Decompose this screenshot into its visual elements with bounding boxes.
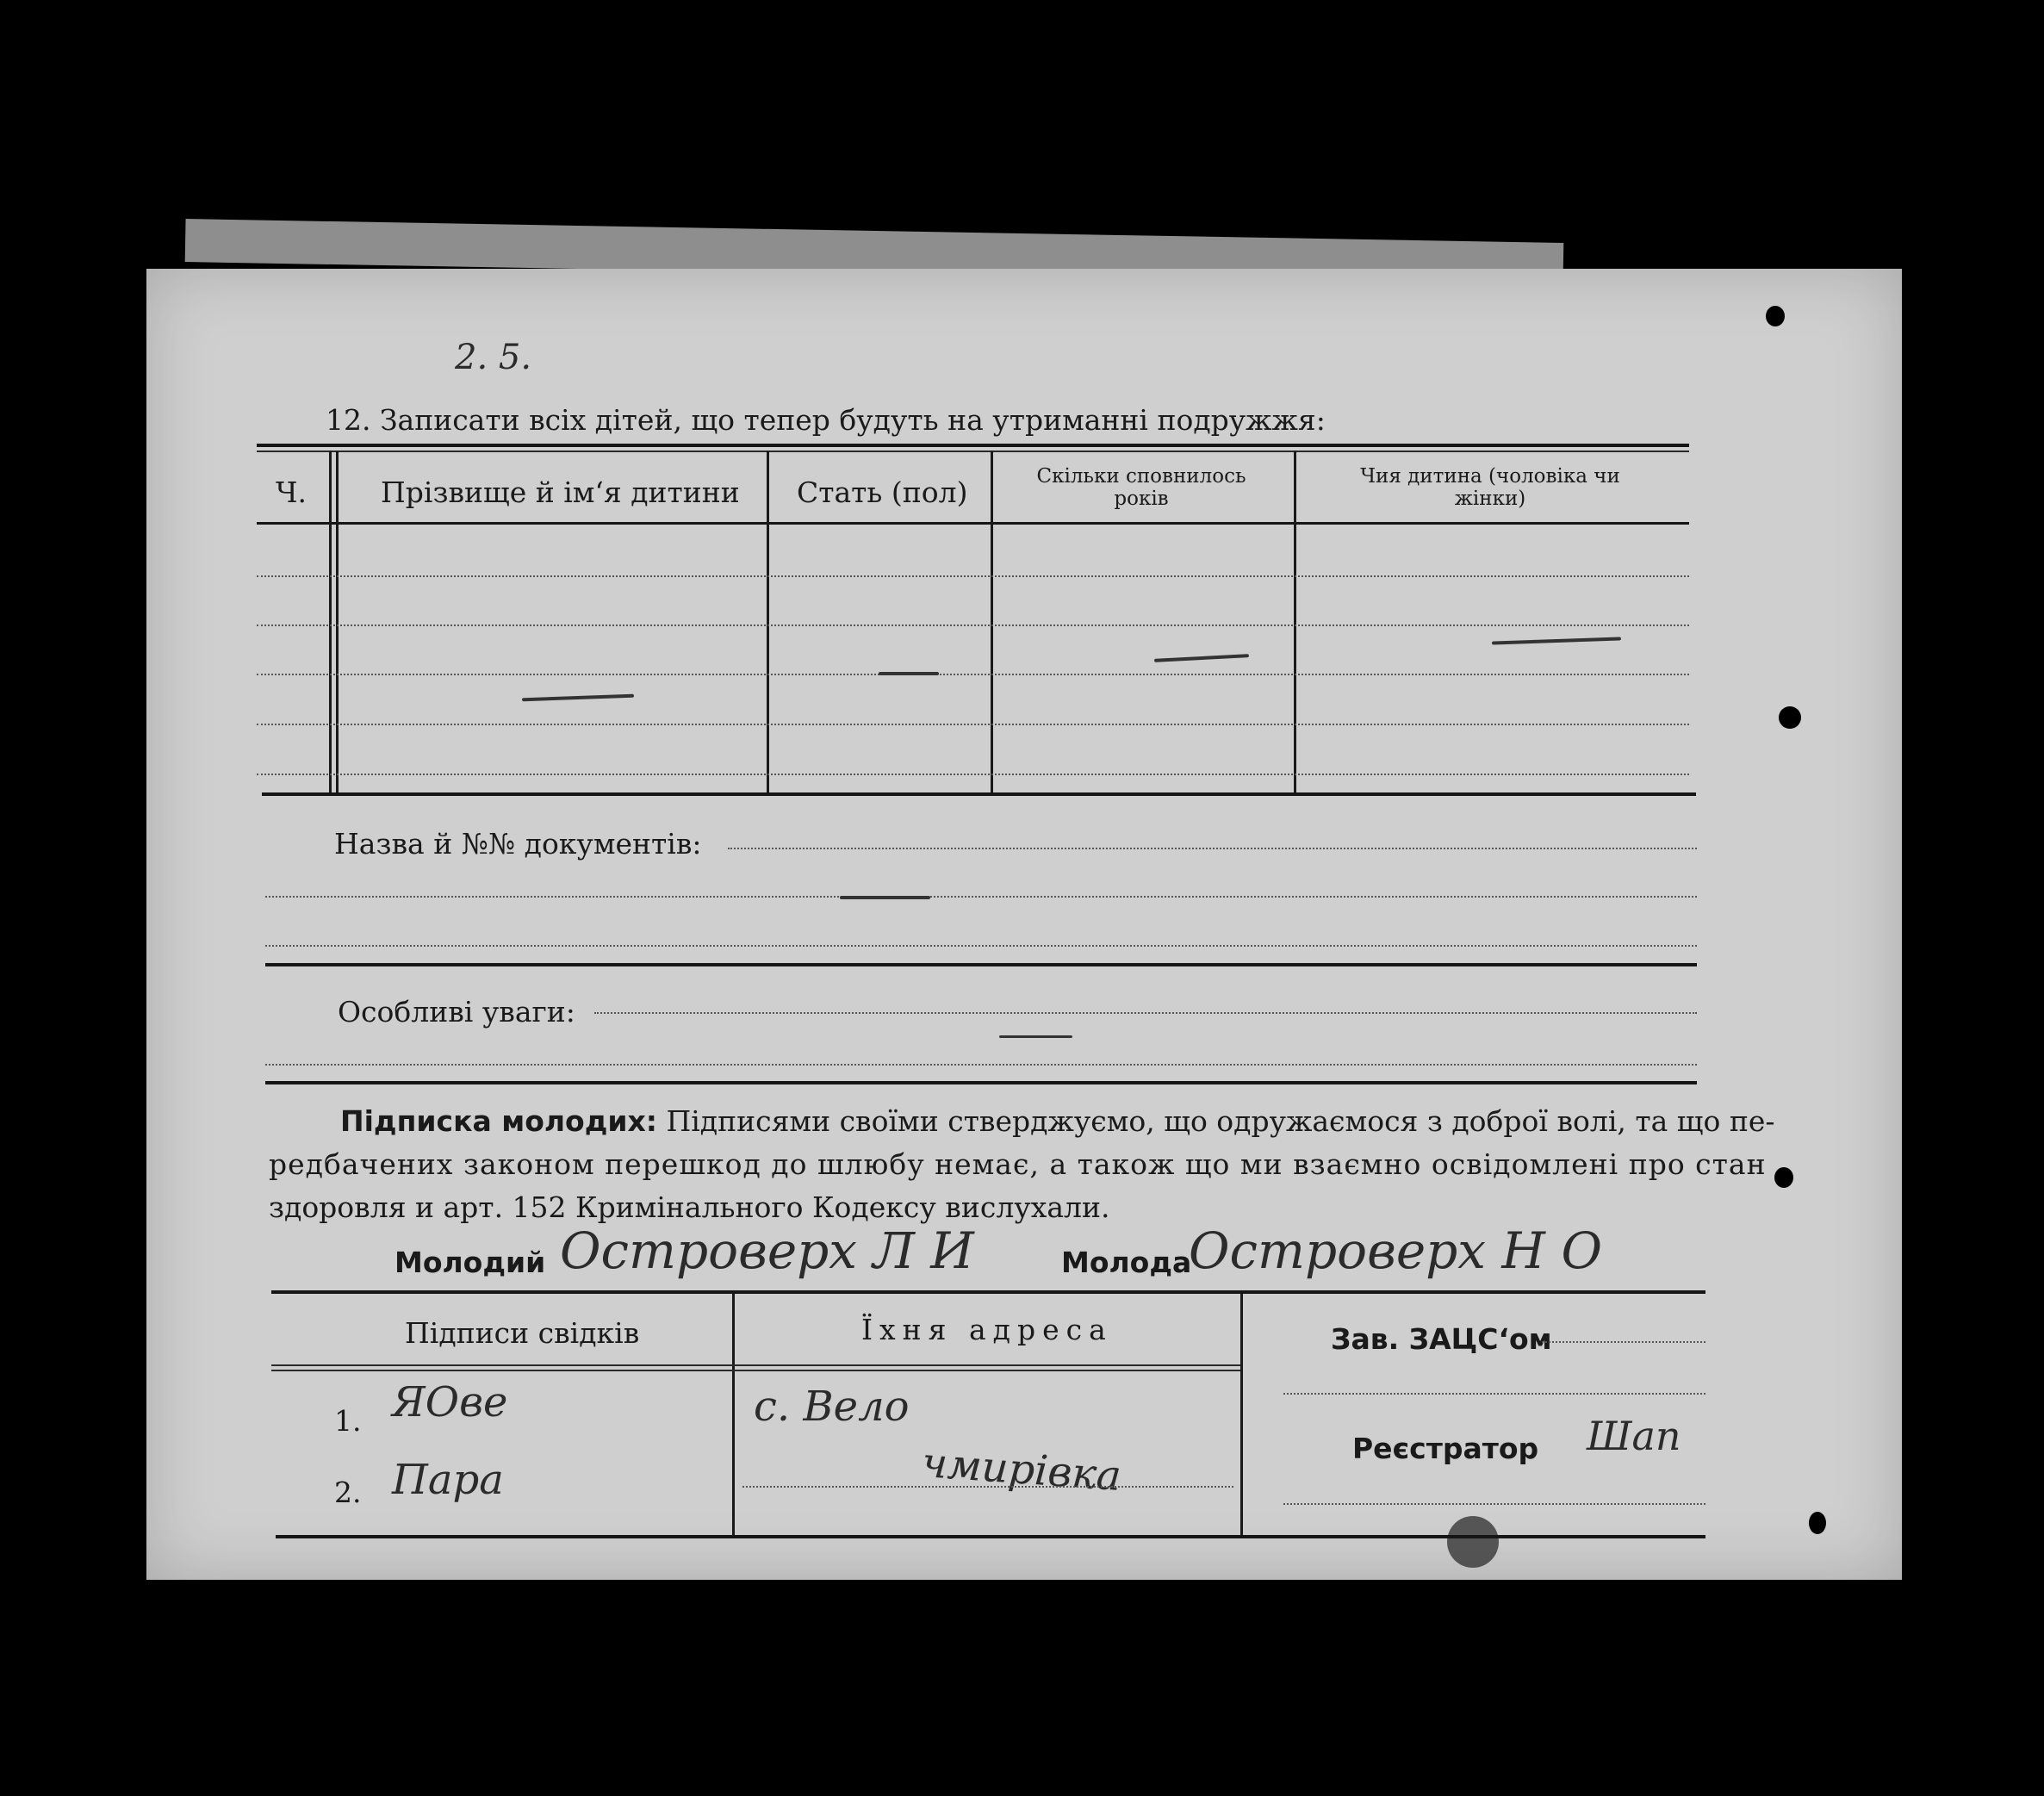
pledge-heading: Підписка молодих: [340, 1104, 657, 1138]
witness-1-signature: ЯОве [392, 1378, 508, 1426]
witness-table-top-rule [271, 1290, 1705, 1294]
table-bottom-rule [262, 792, 1696, 796]
witness-row-1-number: 1. [334, 1404, 362, 1438]
remarks-label: Особливі уваги: [338, 995, 575, 1029]
groom-signature: Островерх Л И [560, 1221, 974, 1280]
pledge-line-3: здоровля и арт. 152 Кримінального Кодексу вислухали. [269, 1190, 1110, 1224]
column-header-age: Скільки сповнилось років [1036, 465, 1246, 510]
registrar-label: Реєстратор [1352, 1432, 1539, 1465]
witness-address-line-1: с. Вело [754, 1383, 910, 1431]
witness-address-header: Їхня адреса [861, 1313, 1113, 1346]
documents-bottom-rule [265, 963, 1697, 966]
registrar-signature: Шап [1587, 1413, 1681, 1459]
section-12-title: 12. Записати всіх дітей, що тепер будуть на утриманні подружжя: [326, 403, 1326, 437]
documents-label: Назва й №№ документів: [334, 827, 702, 861]
column-header-child-name: Прізвище й ім‘я дитини [381, 475, 740, 509]
empty-entry-dash [999, 1035, 1072, 1038]
punch-hole [1766, 306, 1785, 326]
groom-label: Молодий [395, 1246, 546, 1279]
page-corner-mark: 2. 5. [455, 338, 532, 377]
witness-2-signature: Пара [392, 1456, 504, 1504]
zags-head-label: Зав. ЗАЦС‘ом [1331, 1322, 1552, 1356]
pledge-line-2: редбачених законом перешкод до шлюбу немає, а також що ми взаємно освідомлені про стан [269, 1147, 1767, 1181]
punch-hole [1779, 706, 1801, 729]
table-header-rule [257, 522, 1689, 525]
punch-hole [1774, 1167, 1793, 1188]
bride-signature: Островерх Н О [1189, 1221, 1603, 1280]
punch-hole [1809, 1512, 1826, 1534]
empty-entry-dash [840, 896, 930, 899]
witness-row-2-number: 2. [334, 1476, 362, 1509]
witness-address-line-2: чмирівка [920, 1438, 1123, 1501]
column-header-sex: Стать (пол) [797, 475, 968, 509]
column-header-whose-child: Чия дитина (чоловіка чи жінки) [1360, 465, 1620, 510]
bride-label: Молода [1061, 1246, 1192, 1279]
table-top-rule [257, 444, 1689, 447]
witness-table-bottom-rule [276, 1535, 1705, 1538]
remarks-bottom-rule [265, 1081, 1697, 1084]
ink-blot [1447, 1516, 1499, 1568]
pledge-line-1: Підписями своїми стверджуємо, що одружаємося з доброї волі, та що пе- [666, 1104, 1775, 1138]
empty-entry-dash [879, 672, 939, 675]
column-header-number: Ч. [276, 475, 307, 509]
witness-signatures-header: Підписи свідків [405, 1316, 640, 1350]
